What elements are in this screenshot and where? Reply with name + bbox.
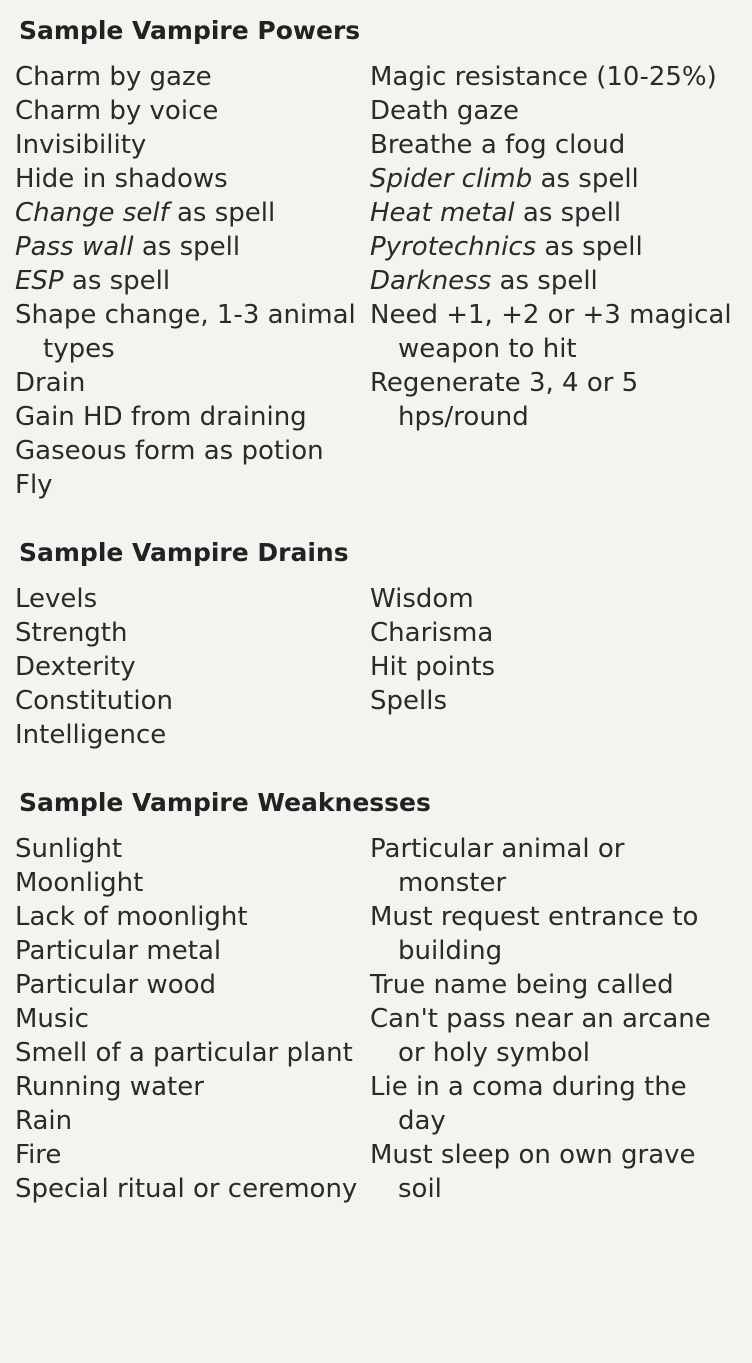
drains-left-column [15, 582, 370, 752]
list-item: Wisdom [370, 584, 474, 614]
list-item: Strength [15, 618, 128, 648]
list-item: Drain [15, 368, 86, 398]
list-item: Running water [15, 1072, 204, 1102]
list-item-italic: ESP [15, 266, 64, 296]
weaknesses-section [15, 786, 752, 1206]
list-item-italic: Pyrotechnics [370, 232, 537, 262]
list-item-italic: Change self [15, 198, 169, 228]
list-item: Special ritual or ceremony [15, 1174, 358, 1204]
list-item: True name being called [370, 970, 674, 1000]
list-item [370, 230, 740, 264]
powers-left-column [15, 60, 370, 502]
section-heading: Sample Vampire Weaknesses [19, 788, 431, 817]
list-item: Lie in a coma during the day [370, 1072, 687, 1136]
list-item: Spells [370, 686, 447, 716]
list-item-italic: Darkness [370, 266, 492, 296]
list-item: Need +1, +2 or +3 magical weapon to hit [370, 300, 732, 364]
powers-section [15, 14, 752, 502]
list-item-rest: as spell [168, 198, 276, 228]
list-item: Smell of a particular plant [15, 1038, 353, 1068]
drains-columns [15, 582, 752, 752]
section-heading: Sample Vampire Drains [19, 538, 349, 567]
list-item: Particular wood [15, 970, 217, 1000]
list-item: Magic resistance (10-25%) [370, 62, 717, 92]
list-item: Dexterity [15, 652, 136, 682]
list-item: Must sleep on own grave soil [370, 1140, 696, 1204]
list-item: Levels [15, 584, 98, 614]
list-item: Regenerate 3, 4 or 5 hps/round [370, 368, 639, 432]
list-item [15, 196, 370, 230]
weaknesses-columns [15, 832, 752, 1206]
list-item: Hide in shadows [15, 164, 228, 194]
list-item [15, 264, 370, 298]
drains-right-column [370, 582, 740, 752]
list-item: Can't pass near an arcane or holy symbol [370, 1004, 711, 1068]
list-item: Shape change, 1-3 animal types [15, 300, 356, 364]
list-item: Gaseous form as potion [15, 436, 324, 466]
list-item-rest: as spell [133, 232, 241, 262]
drains-section [15, 536, 752, 752]
powers-right-column [370, 60, 740, 502]
list-item: Fire [15, 1140, 62, 1170]
list-item [370, 196, 740, 230]
list-item: Charm by voice [15, 96, 219, 126]
list-item: Death gaze [370, 96, 519, 126]
list-item: Breathe a fog cloud [370, 130, 626, 160]
list-item-rest: as spell [491, 266, 598, 296]
list-item: Particular animal or monster [370, 834, 625, 898]
list-item: Constitution [15, 686, 173, 716]
list-item-italic: Heat metal [370, 198, 515, 228]
list-item-rest: as spell [514, 198, 622, 228]
list-item: Fly [15, 470, 53, 500]
list-item-italic: Spider climb [370, 164, 533, 194]
list-item-rest: as spell [63, 266, 171, 296]
list-item [15, 230, 370, 264]
powers-columns [15, 60, 752, 502]
weaknesses-left-column [15, 832, 370, 1206]
weaknesses-right-column [370, 832, 740, 1206]
list-item: Gain HD from draining [15, 402, 307, 432]
list-item: Charm by gaze [15, 62, 212, 92]
list-item: Intelligence [15, 720, 167, 750]
list-item-rest: as spell [532, 164, 639, 194]
list-item: Music [15, 1004, 89, 1034]
list-item: Rain [15, 1106, 73, 1136]
section-heading: Sample Vampire Powers [19, 16, 361, 45]
list-item: Invisibility [15, 130, 147, 160]
list-item: Moonlight [15, 868, 144, 898]
list-item: Hit points [370, 652, 496, 682]
list-item: Lack of moonlight [15, 902, 248, 932]
list-item: Particular metal [15, 936, 222, 966]
list-item: Sunlight [15, 834, 123, 864]
list-item [370, 162, 740, 196]
list-item: Charisma [370, 618, 494, 648]
list-item-rest: as spell [536, 232, 643, 262]
list-item [370, 264, 740, 298]
list-item-italic: Pass wall [15, 232, 134, 262]
list-item: Must request entrance to building [370, 902, 699, 966]
